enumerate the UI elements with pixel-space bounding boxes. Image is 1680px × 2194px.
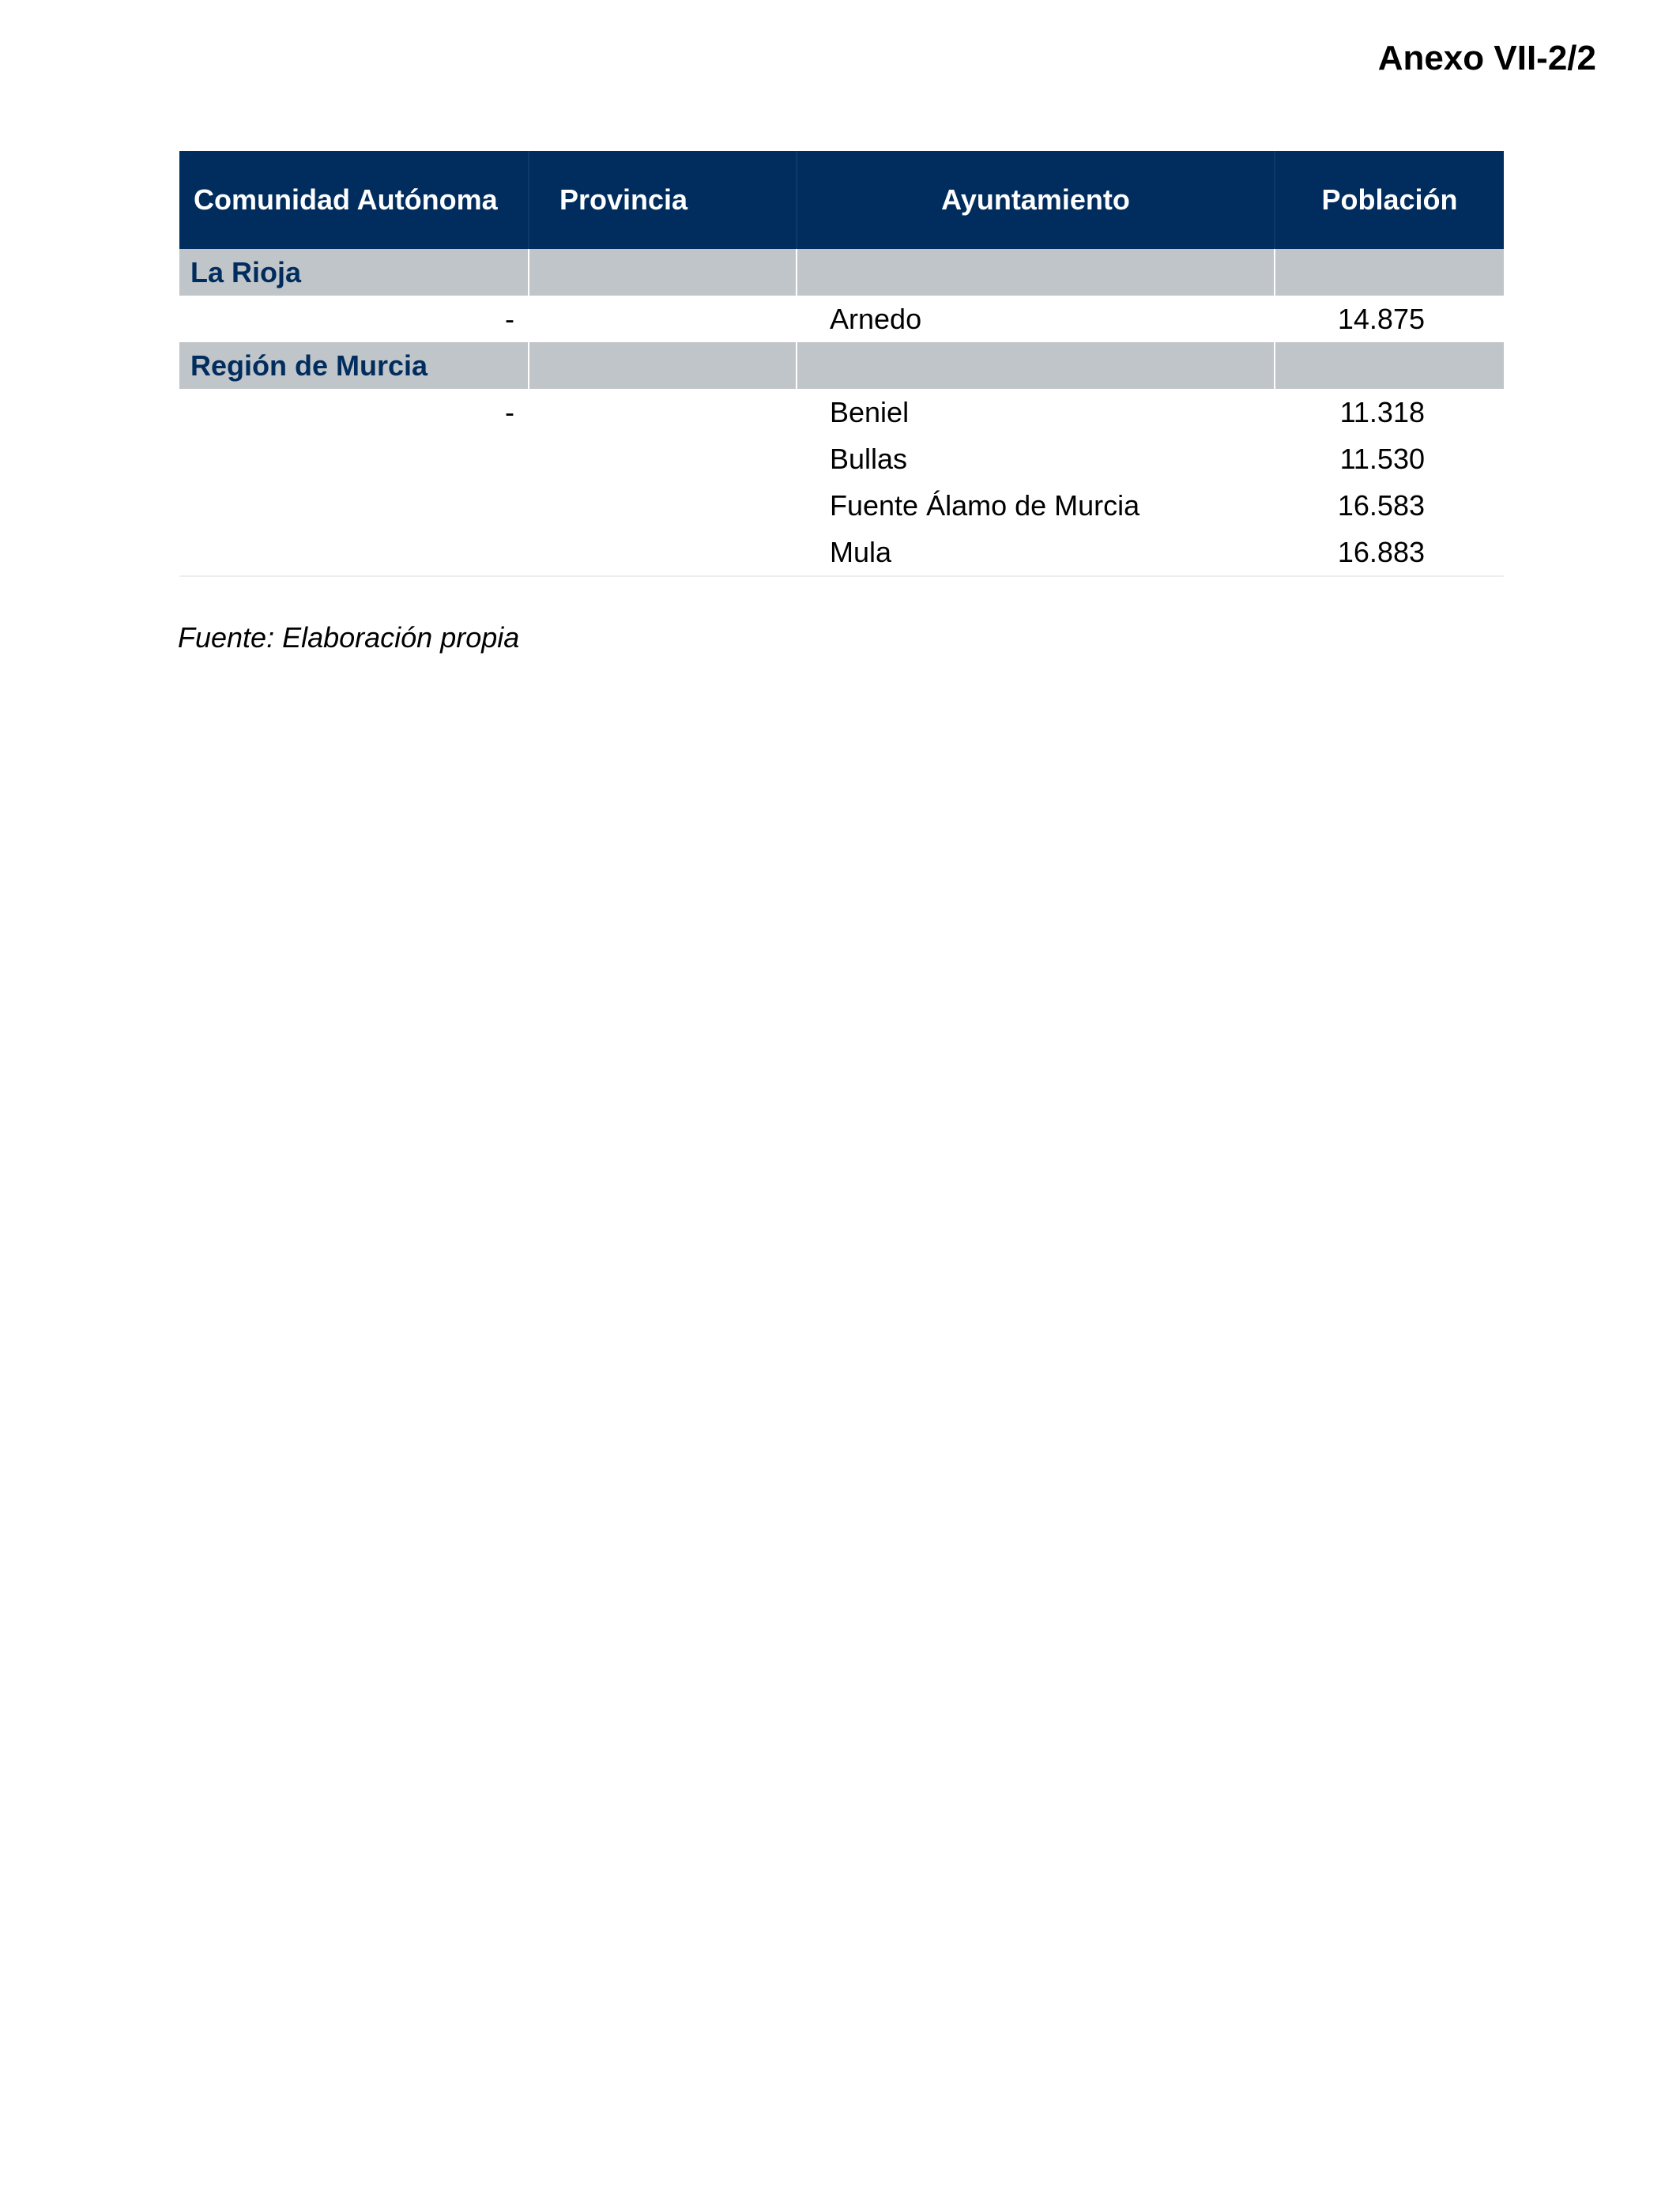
poblacion-cell: 16.583	[1337, 488, 1425, 522]
header-poblacion: Población	[1275, 151, 1504, 249]
table-row	[179, 529, 1504, 576]
table-row	[179, 296, 1504, 342]
header-provincia: Provincia	[529, 151, 797, 249]
ayuntamiento-cell: Fuente Álamo de Murcia	[830, 488, 1140, 522]
group-row-region-de-murcia	[179, 342, 1504, 389]
poblacion-cell: 11.318	[1339, 395, 1425, 428]
annex-label: Anexo VII-2/2	[1377, 39, 1596, 77]
source-note: Fuente: Elaboración propia	[178, 621, 520, 654]
poblacion-cell: 16.883	[1275, 529, 1504, 576]
table-header-row	[179, 151, 1504, 249]
ayuntamiento-cell: Mula	[797, 529, 1275, 576]
group-name: Región de Murcia	[179, 342, 529, 389]
population-table	[179, 151, 1504, 577]
provincia-cell: -	[505, 302, 514, 335]
table-row	[179, 389, 1504, 435]
table-row	[179, 482, 1504, 529]
ayuntamiento-cell: Bullas	[830, 442, 908, 475]
provincia-cell: -	[505, 395, 514, 428]
header-ayuntamiento: Ayuntamiento	[797, 151, 1275, 249]
group-row-la-rioja	[179, 249, 1504, 296]
poblacion-cell: 11.530	[1339, 442, 1425, 475]
table-row	[179, 435, 1504, 482]
poblacion-cell: 14.875	[1337, 302, 1425, 335]
ayuntamiento-cell: Arnedo	[830, 302, 922, 335]
header-comunidad: Comunidad Autónoma	[179, 151, 529, 249]
group-name: La Rioja	[179, 249, 529, 296]
ayuntamiento-cell: Beniel	[830, 395, 910, 428]
